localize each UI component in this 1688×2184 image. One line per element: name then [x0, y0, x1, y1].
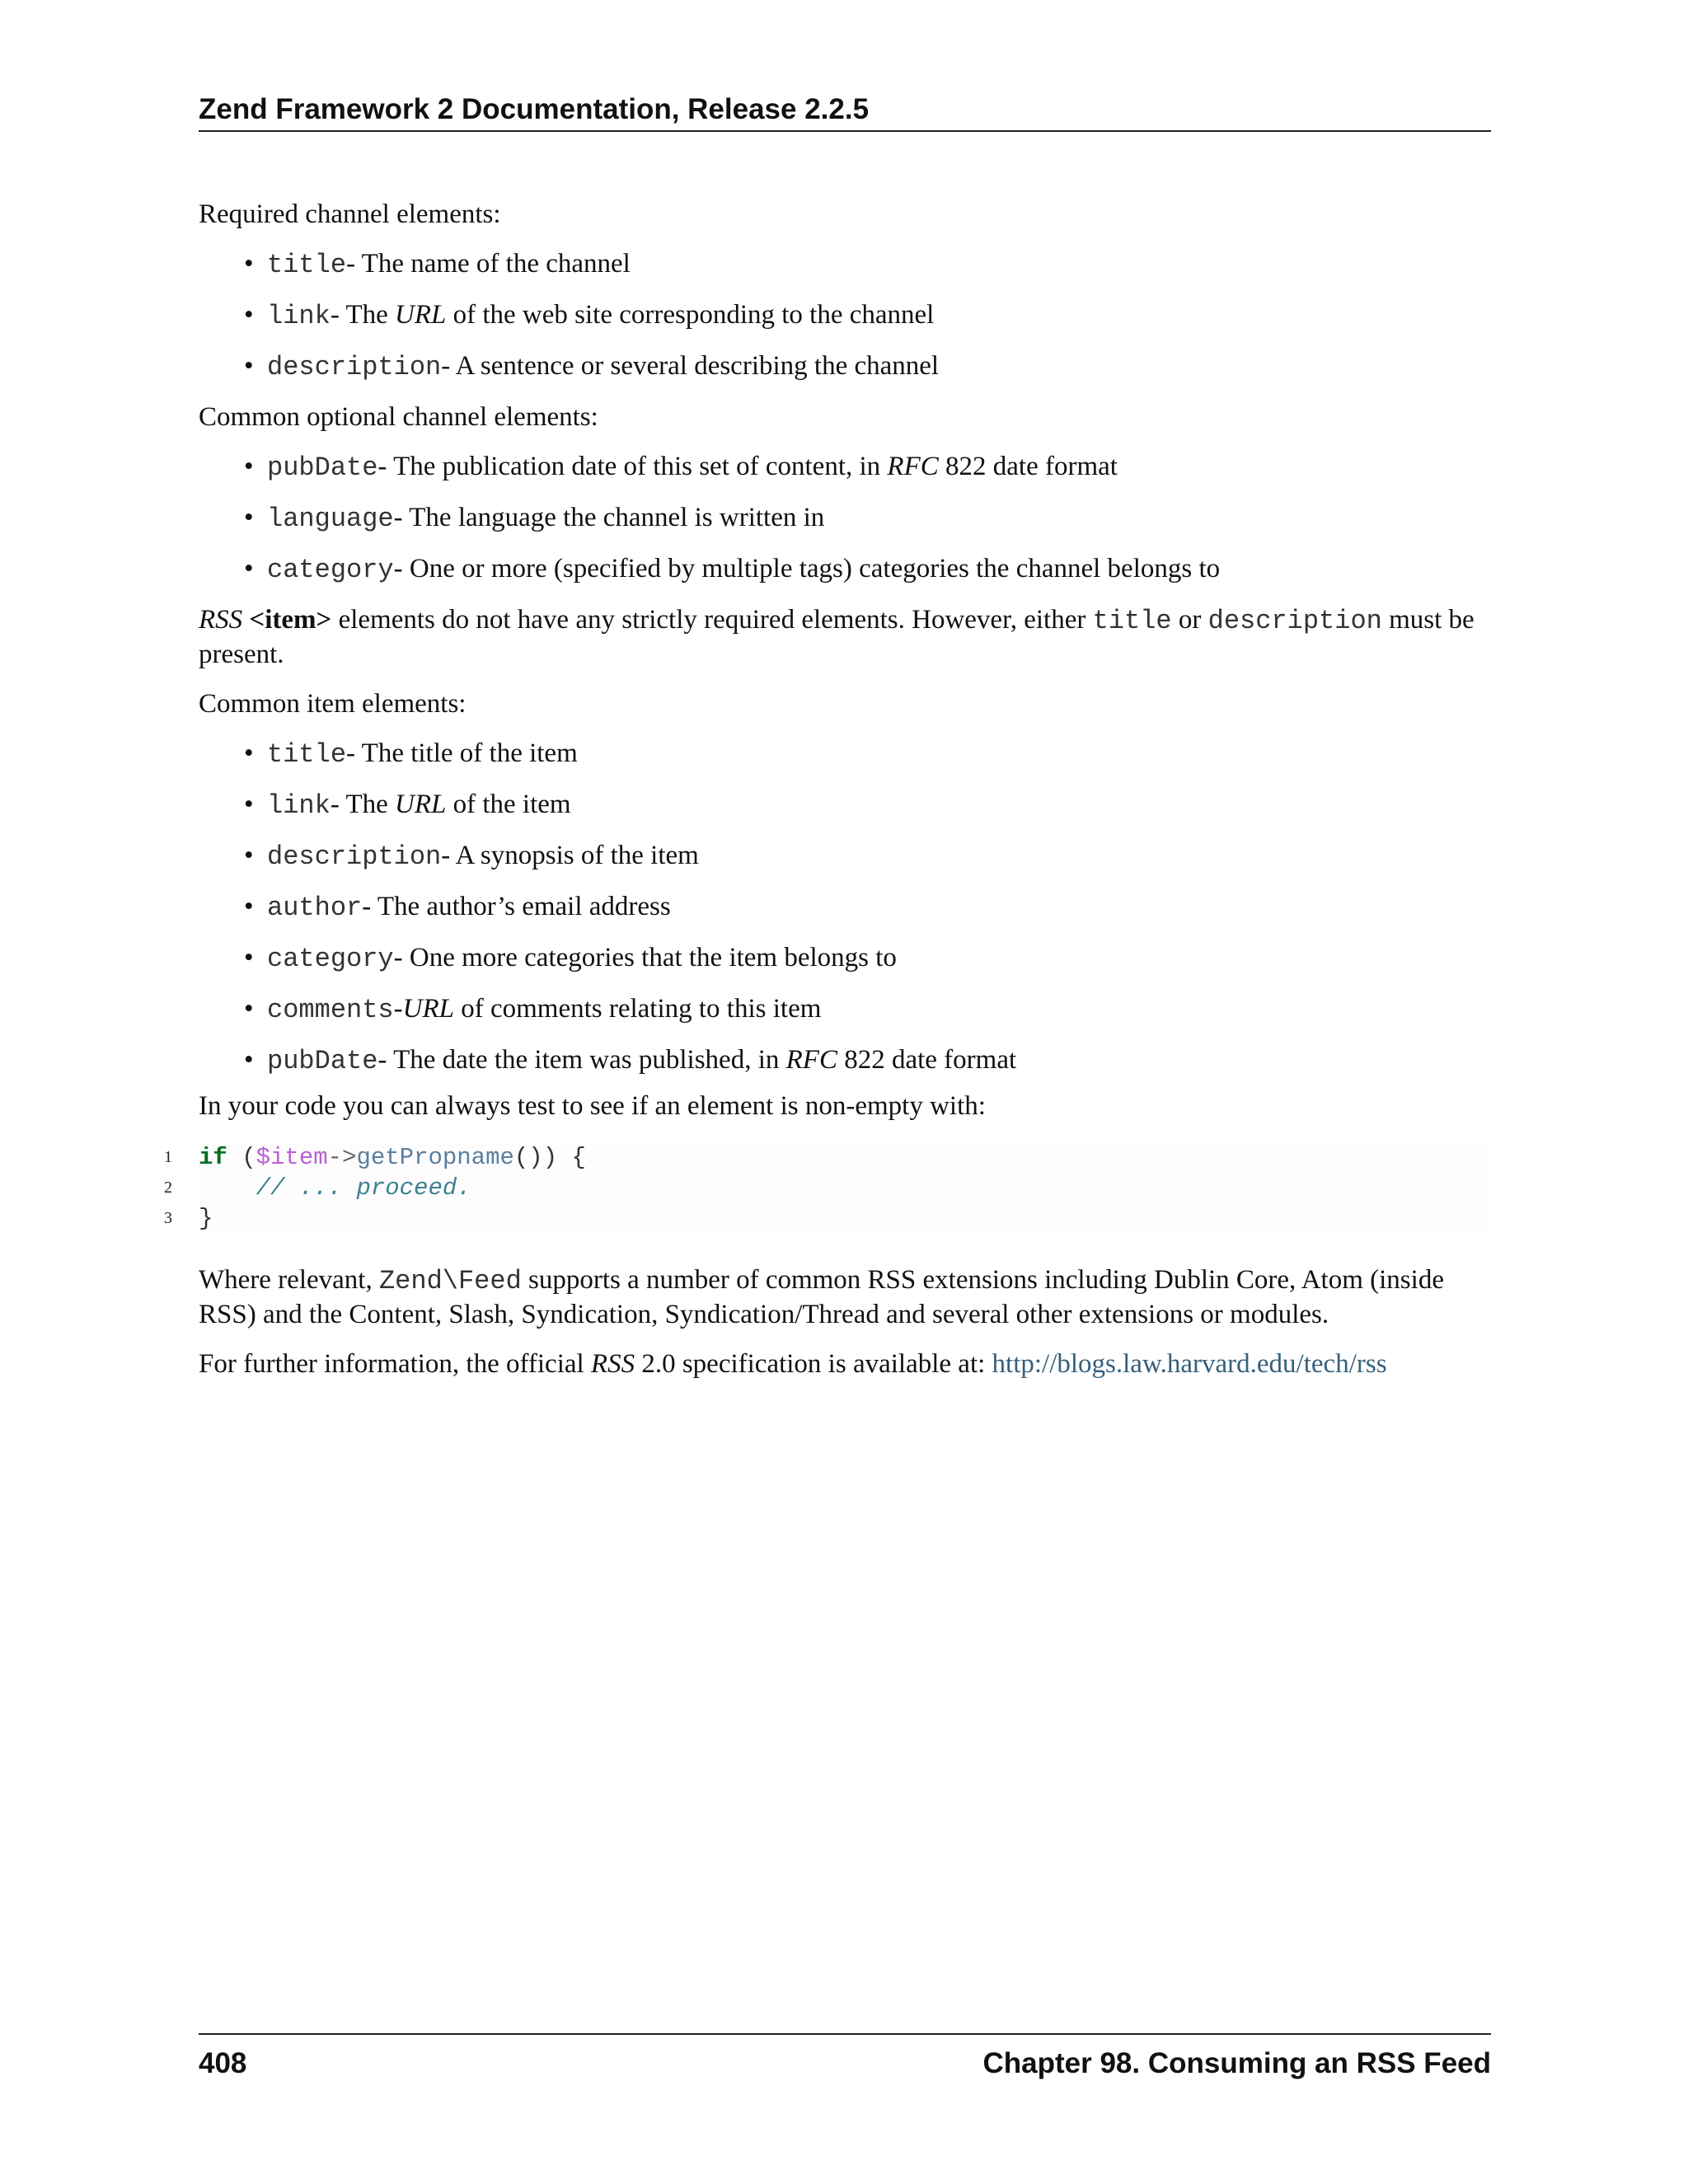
page-content [164, 198, 1491, 1380]
list-item: • title- The title of the item [244, 738, 578, 770]
item-elements-list [199, 737, 1491, 1078]
list-item: • category- One or more (specified by multiple tags) categories the channel belongs to [244, 554, 1221, 585]
code-block [164, 1142, 1491, 1234]
list-item: • title- The name of the channel [244, 249, 631, 280]
further-info-paragraph: For further information, the official RSS 2.0 specification is available at: http://blogs.law.harvard.edu/tech/rss [199, 1349, 1387, 1379]
bullet-icon: • [244, 503, 254, 532]
required-channel-list [199, 247, 1491, 384]
item-elements-intro: Common item elements: [199, 689, 467, 719]
list-item: • description- A sentence or several describing the channel [244, 351, 940, 382]
rss-spec-link[interactable]: http://blogs.law.harvard.edu/tech/rss [992, 1349, 1387, 1379]
line-number: 2 [164, 1179, 172, 1197]
where-relevant-paragraph: Where relevant, Zend\Feed supports a number of common RSS extensions including Dublin Core, Atom (inside RSS) and the Content, Slash, Syndication, Syndication/Thread and several other extensions or modules. [199, 1265, 1444, 1329]
list-item: • link- The URL of the web site corresponding to the channel [244, 300, 935, 331]
list-item: • comments-URL of comments relating to this item [244, 994, 822, 1025]
bullet-icon: • [244, 994, 254, 1024]
test-paragraph: In your code you can always test to see if an element is non-empty with: [199, 1091, 986, 1121]
bullet-icon: • [244, 554, 254, 583]
list-item: • author- The author’s email address [244, 892, 671, 923]
code-line: 2 // ... proceed. [199, 1173, 1491, 1203]
bullet-icon: • [244, 738, 254, 768]
bullet-icon: • [244, 249, 254, 279]
bullet-icon: • [244, 841, 254, 870]
list-item: • category- One more categories that the item belongs to [244, 943, 897, 974]
code-line: 1 if ($item->getPropname()) { [199, 1142, 1491, 1173]
page-header [199, 92, 1491, 132]
line-number: 3 [164, 1209, 172, 1227]
chapter-title: Chapter 98. Consuming an RSS Feed [982, 2047, 1491, 2079]
bullet-icon: • [244, 943, 254, 972]
optional-channel-intro: Common optional channel elements: [199, 402, 598, 432]
list-item: • language- The language the channel is written in [244, 503, 825, 534]
bullet-icon: • [244, 1045, 254, 1075]
required-channel-intro: Required channel elements: [199, 199, 501, 229]
bullet-icon: • [244, 892, 254, 921]
bullet-icon: • [244, 351, 254, 381]
list-item: • description- A synopsis of the item [244, 841, 699, 872]
code-line: 3 } [199, 1203, 1491, 1234]
item-elements-paragraph: RSS <item> elements do not have any strictly required elements. However, either title or description must be present. [199, 605, 1475, 669]
list-item: • link- The URL of the item [244, 790, 571, 821]
list-item: • pubDate- The publication date of this set of content, in RFC 822 date format [244, 452, 1118, 483]
header-title: Zend Framework 2 Documentation, Release 2.2.5 [199, 93, 870, 125]
page-footer [199, 2033, 1491, 2084]
bullet-icon: • [244, 300, 254, 330]
optional-channel-list [199, 450, 1491, 587]
list-item: • pubDate- The date the item was published, in RFC 822 date format [244, 1045, 1017, 1076]
bullet-icon: • [244, 452, 254, 481]
page-number: 408 [199, 2047, 247, 2079]
line-number: 1 [164, 1148, 172, 1166]
bullet-icon: • [244, 790, 254, 819]
